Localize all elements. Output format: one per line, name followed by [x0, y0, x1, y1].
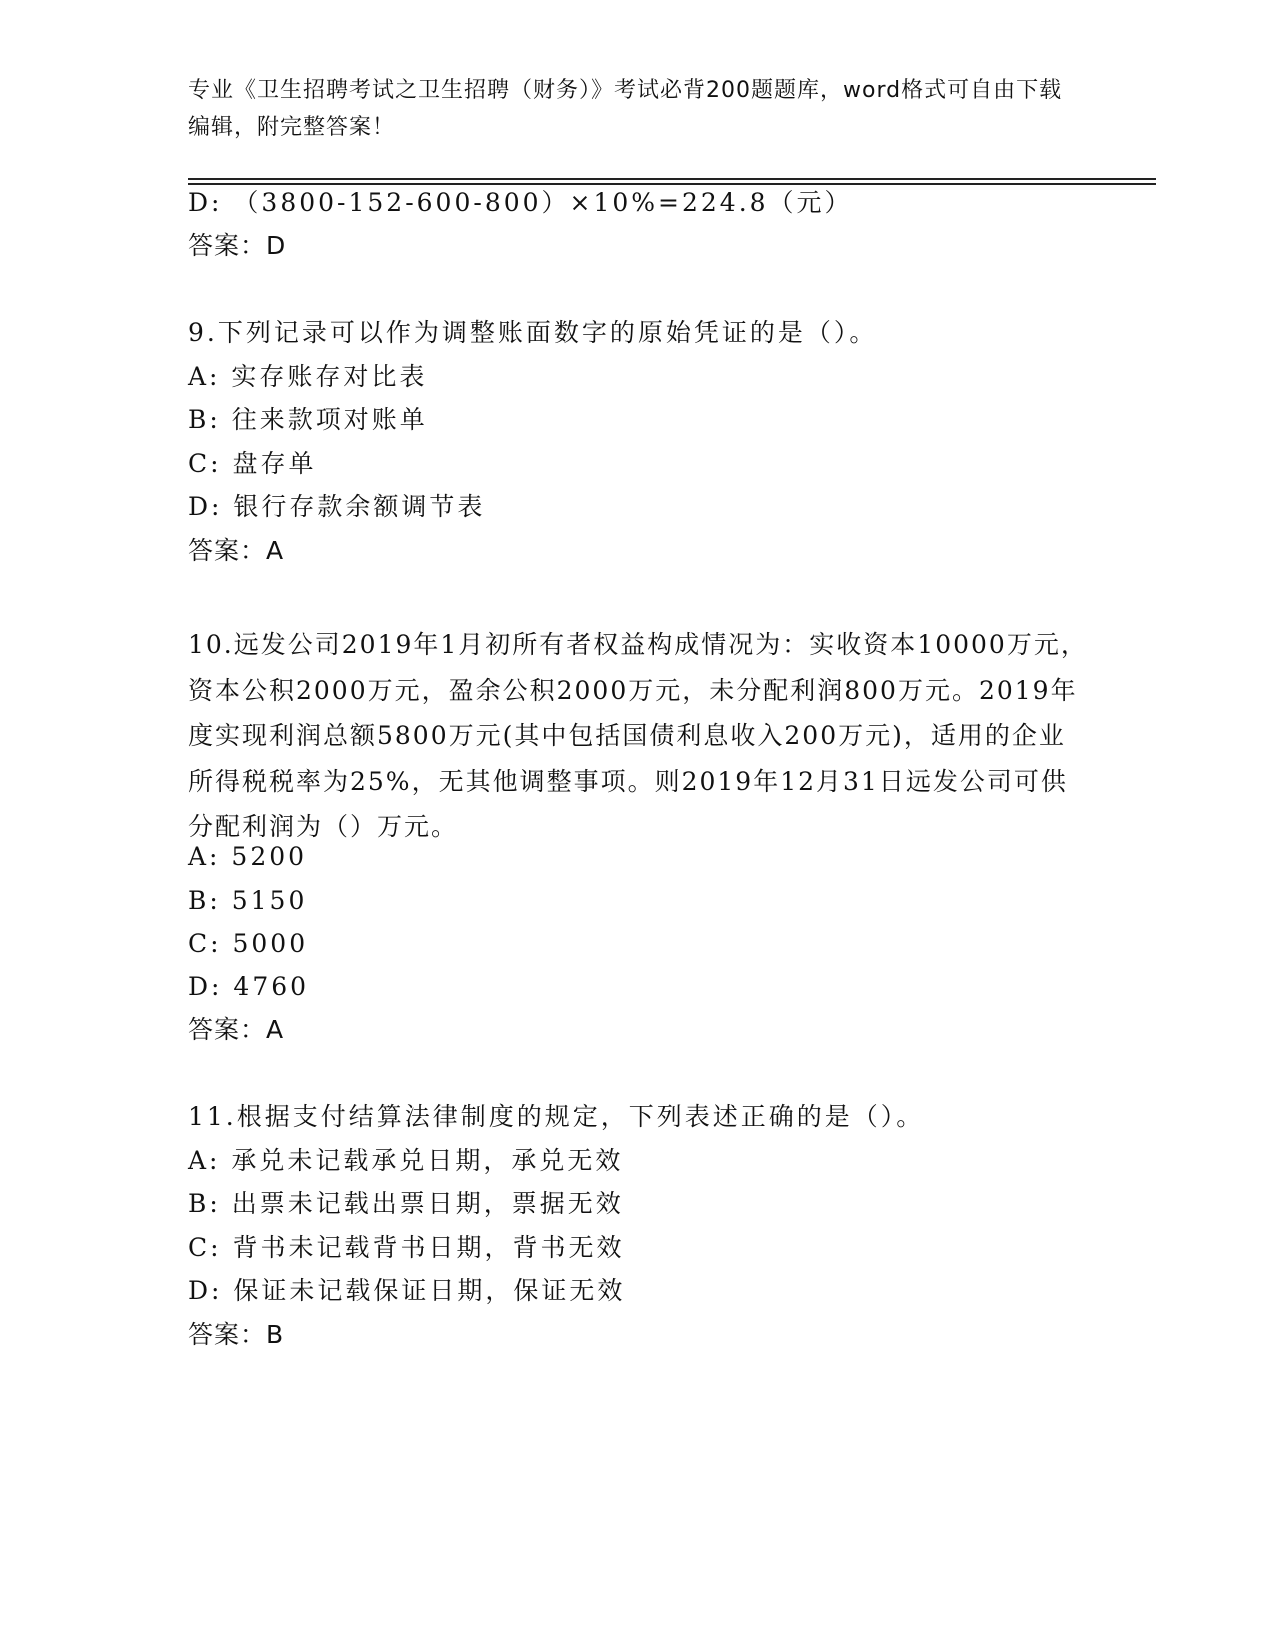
q11-answer: 答案：B — [188, 1320, 285, 1349]
q9-option-d: D: 银行存款余额调节表 — [188, 492, 486, 521]
header-rule-top — [188, 178, 1156, 180]
q10-option-a: A: 5200 — [188, 842, 308, 871]
q11-option-a: A: 承兑未记载承兑日期，承兑无效 — [188, 1146, 624, 1175]
q10-option-d: D: 4760 — [188, 972, 310, 1001]
q11-option-d: D: 保证未记载保证日期，保证无效 — [188, 1276, 626, 1305]
q10-answer: 答案：A — [188, 1015, 285, 1044]
prev-option-d: D: （3800-152-600-800）×10%=224.8（元） — [188, 188, 853, 217]
prev-answer: 答案：D — [188, 231, 287, 260]
q11-option-c: C: 背书未记载背书日期，背书无效 — [188, 1233, 625, 1262]
document-header: 专业《卫生招聘考试之卫生招聘（财务）》考试必背200题题库，word格式可自由下载编辑，附完整答案！ — [188, 78, 1063, 140]
q10-stem: 10.远发公司2019年1月初所有者权益构成情况为：实收资本10000万元，资本公积2000万元，盈余公积2000万元，未分配利润800万元。2019年度实现利润总额5800万元(其中包括国债利息收入200万元)，适用的企业所得税税率为25%，无其他调整事项。则2019年12月31日远发公司可供分配利润为（）万元。 — [188, 630, 1088, 842]
q9-option-c: C: 盘存单 — [188, 449, 317, 478]
q11-stem: 11.根据支付结算法律制度的规定，下列表述正确的是（）。 — [188, 1102, 925, 1131]
q10-option-c: C: 5000 — [188, 929, 309, 958]
q9-answer: 答案：A — [188, 536, 285, 565]
q9-stem: 9.下列记录可以作为调整账面数字的原始凭证的是（）。 — [188, 318, 878, 347]
q9-option-b: B: 往来款项对账单 — [188, 405, 428, 434]
q10-option-b: B: 5150 — [188, 886, 308, 915]
q9-option-a: A: 实存账存对比表 — [188, 362, 428, 391]
q11-option-b: B: 出票未记载出票日期，票据无效 — [188, 1189, 624, 1218]
header-rule-bottom — [188, 183, 1156, 185]
